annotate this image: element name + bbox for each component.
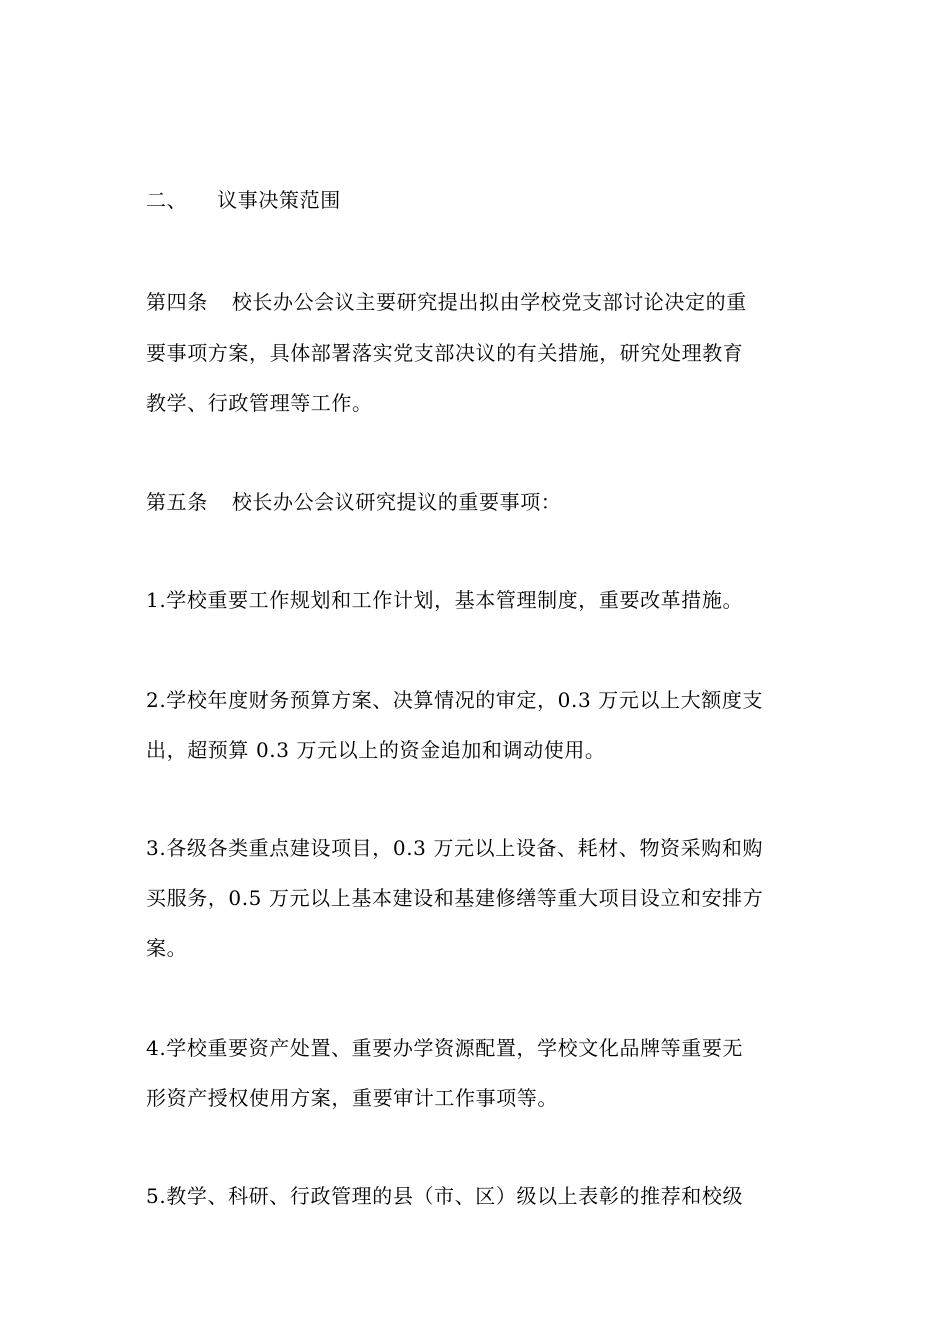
section-title: 议事决策范围 [217,188,341,212]
article-4-line-1 [146,290,826,314]
item-5-line-1: 5.教学、科研、行政管理的县（市、区）级以上表彰的推荐和校级 [146,1184,744,1208]
article-5-intro: 校长办公会议研究提议的重要事项： [231,490,562,514]
item-3-line-1: 3.各级各类重点建设项目，0.3 万元以上设备、耗材、物资采购和购 [146,836,764,860]
item-3-line-2: 买服务，0.5 万元以上基本建设和基建修缮等重大项目设立和安排方 [146,886,764,910]
section-heading [146,188,826,212]
item-3-line-3: 案。 [146,936,188,960]
section-number: 二、 [146,188,188,212]
article-4-line-2: 要事项方案，具体部署落实党支部决议的有关措施，研究处理教育 [146,341,744,365]
item-4-line-2: 形资产授权使用方案，重要审计工作事项等。 [146,1086,558,1110]
article-4-text-1: 校长办公会议主要研究提出拟由学校党支部讨论决定的重 [231,290,747,314]
article-5-label: 第五条 [146,490,208,514]
item-4-line-1: 4.学校重要资产处置、重要办学资源配置，学校文化品牌等重要无 [146,1036,744,1060]
article-4-label: 第四条 [146,290,208,314]
article-5-line [146,490,826,514]
item-2-line-2: 出，超预算 0.3 万元以上的资金追加和调动使用。 [146,738,606,762]
article-4-line-3: 教学、行政管理等工作。 [146,391,373,415]
item-1-line-1: 1.学校重要工作规划和工作计划，基本管理制度，重要改革措施。 [146,588,744,612]
item-2-line-1: 2.学校年度财务预算方案、决算情况的审定，0.3 万元以上大额度支 [146,688,764,712]
